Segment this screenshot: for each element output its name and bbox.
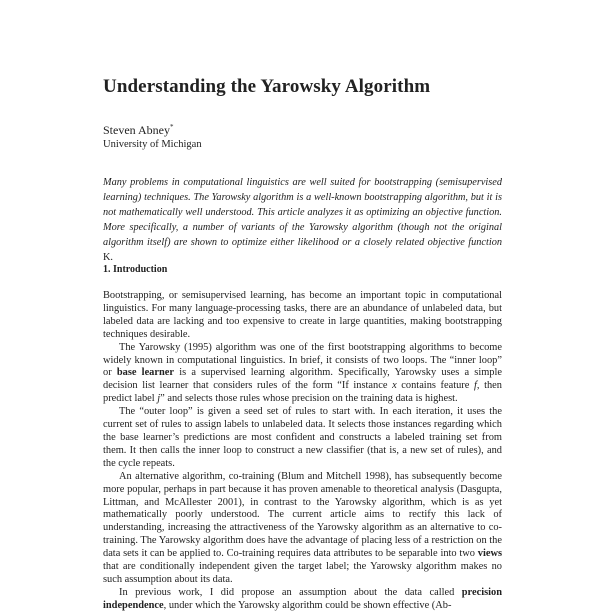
p4-text-c: that are conditionally independent given the target label; the Yarowsky algorithm makes no such assumption about its data. bbox=[103, 561, 502, 585]
p2-text-g: , then predict label bbox=[103, 380, 502, 405]
p2-text-a: The Yarowsky (1995) algorithm was one of the first bootstrapping algorithms to become widely known in computational linguistics. In brief, it consists of two loops. The “inner loop” or bbox=[103, 341, 502, 379]
term-precision-independence: precision independence bbox=[103, 586, 502, 611]
section-heading-introduction: 1. Introduction bbox=[103, 264, 168, 275]
p5-text-c: , under which the Yarowsky algorithm could be shown effective (Ab- bbox=[163, 599, 452, 611]
paper-title: Understanding the Yarowsky Algorithm bbox=[103, 76, 431, 97]
term-base-learner: base learner bbox=[116, 367, 174, 379]
author-affiliation: University of Michigan bbox=[103, 139, 202, 150]
abstract-text: Many problems in computational linguistics are well suited for bootstrapping (semisupervised learning) techniques. The Yarowsky algorithm is a well-known bootstrapping algorithm, but it is not mathematically well understood. This article analyzes it as optimizing an objective function. More specifically, a number of variants of the Yarowsky algorithm (though not the original algorithm itself) are shown to optimize either likelihood or a closely related objective function bbox=[103, 177, 502, 248]
p4-text-a: An alternative algorithm, co-training (Blum and Mitchell 1998), has subsequently become more popular, perhaps in part because it has proven amenable to theoretical analysis (Dasgupta, Littman, and McAllester 2001), in contrast to the Yarowsky algorithm, which is as yet mathematically poorly understood. The current article aims to rectify this lack of understanding, increasing the attractiveness of the Yarowsky algorithm as an alternative to co-training. The Yarowsky algorithm does have the advantage of placing less of a restriction on the data sets it can be applied to. Co-training requires data attributes to be separable into two bbox=[103, 470, 502, 560]
math-x: x bbox=[392, 380, 397, 392]
author-footnote-mark: * bbox=[170, 123, 174, 131]
p2-text-c: is a supervised learning algorithm. Specifically, Yarowsky uses a simple decision list learner that considers rules of the form “If instance bbox=[103, 367, 502, 392]
math-j: j bbox=[157, 393, 161, 405]
p2-text-e: contains feature bbox=[396, 380, 474, 392]
abstract-end-symbol: K. bbox=[103, 251, 114, 263]
paragraph-2 bbox=[103, 342, 502, 407]
p5-text-a: In previous work, I did propose an assumption about the data called bbox=[119, 586, 462, 598]
author-name-text: Steven Abney bbox=[103, 123, 170, 137]
author-name bbox=[103, 123, 174, 138]
term-views: views bbox=[477, 548, 502, 560]
abstract bbox=[103, 176, 502, 265]
paragraph-3: The “outer loop” is given a seed set of rules to start with. In each iteration, it uses the current set of rules to assign labels to unlabeled data. It selects those instances regarding which the base learner’s predictions are most confident and constructs a labeled training set from them. It then calls the inner loop to construct a new classifier (that is, a new set of rules), and the cycle repeats. bbox=[103, 406, 502, 469]
body-text bbox=[103, 290, 502, 613]
paragraph-1: Bootstrapping, or semisupervised learning, has become an important topic in computational linguistics. For many language-processing tasks, there are an abundance of unlabeled data, but labeled data are lacking and too expensive to create in large quantities, making bootstrapping techniques desirable. bbox=[103, 290, 502, 340]
math-f: f bbox=[474, 380, 477, 392]
p2-text-i: ” and selects those rules whose precision on the training data is highest. bbox=[160, 393, 458, 405]
paragraph-4 bbox=[103, 471, 502, 587]
